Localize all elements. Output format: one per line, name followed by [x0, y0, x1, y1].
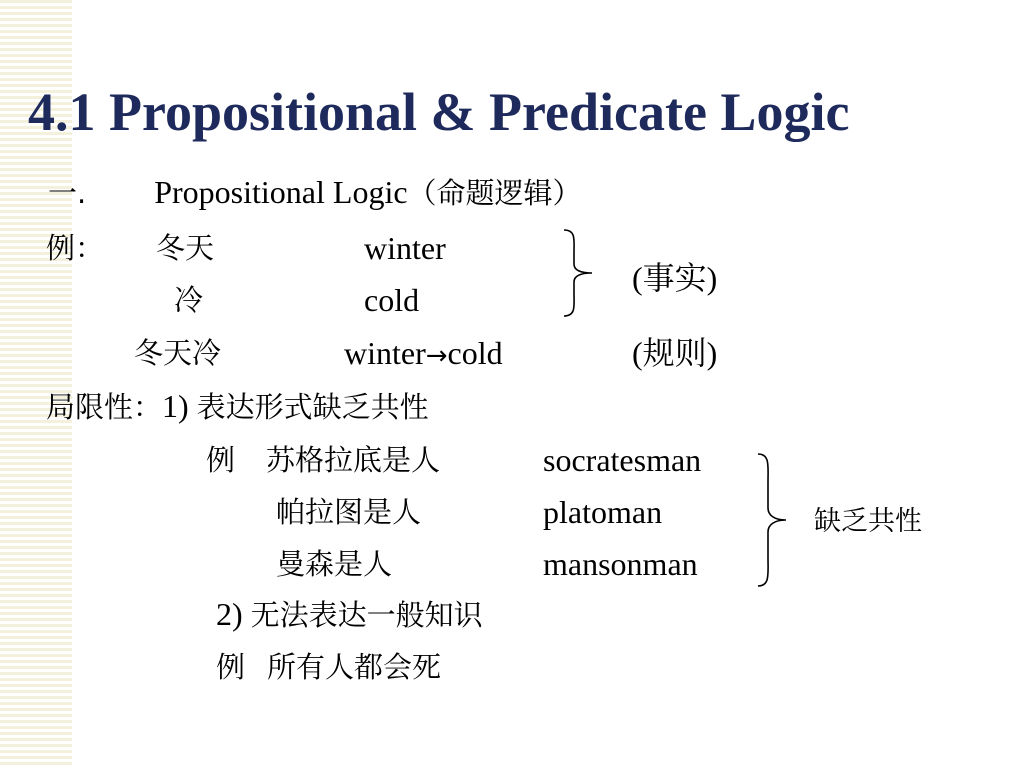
limits-row-2-en: platoman: [543, 494, 663, 530]
example-row-2-cn: 冷: [174, 283, 204, 317]
limits-row-1-cn: 苏格拉底是人: [266, 443, 441, 477]
example-row-2-en: cold: [364, 282, 420, 318]
rule-tag: (规则): [632, 335, 718, 371]
facts-brace: [562, 228, 596, 318]
limits-example-label: 例: [206, 443, 236, 477]
limits-row-1-en: socratesman: [543, 442, 702, 478]
section-name: Propositional Logic: [154, 174, 408, 210]
limits-row-2-cn: 帕拉图是人: [276, 495, 422, 529]
limits-brace: [756, 452, 790, 588]
limits-example2: [216, 646, 441, 687]
rule-en-b: cold: [447, 335, 503, 371]
limits-row-3-en: mansonman: [543, 546, 698, 582]
rule-cn: 冬天冷: [134, 336, 222, 370]
limits-example2-label: 例: [216, 650, 246, 684]
limits-item2: [216, 594, 483, 635]
section-heading: [48, 172, 582, 213]
limits-item1-text: 表达形式缺乏共性: [196, 390, 429, 424]
arrow-icon: →: [425, 341, 448, 371]
rule-en: [344, 333, 503, 376]
slide-title: 4.1 Propositional & Predicate Logic: [28, 82, 850, 142]
example-row-1-cn: 冬天: [156, 231, 215, 265]
limits-label: 局限性：: [46, 390, 163, 424]
section-name-cn: （命题逻辑）: [407, 176, 582, 210]
limits-heading: [46, 386, 429, 427]
facts-tag-text: (事实): [632, 260, 718, 296]
limits-item2-num: 2): [216, 596, 243, 632]
section-number: 一.: [48, 176, 87, 210]
limits-brace-tag: 缺乏共性: [814, 506, 922, 537]
example-row-1-en: winter: [364, 230, 446, 266]
facts-tag: [632, 258, 717, 298]
rule-en-a: winter: [344, 335, 426, 371]
limits-row-3-cn: 曼森是人: [276, 547, 393, 581]
example-label: 例：: [46, 231, 105, 265]
limits-example2-text: 所有人都会死: [267, 650, 442, 684]
limits-item2-text: 无法表达一般知识: [250, 598, 483, 632]
limits-item1-num: 1): [162, 388, 189, 424]
